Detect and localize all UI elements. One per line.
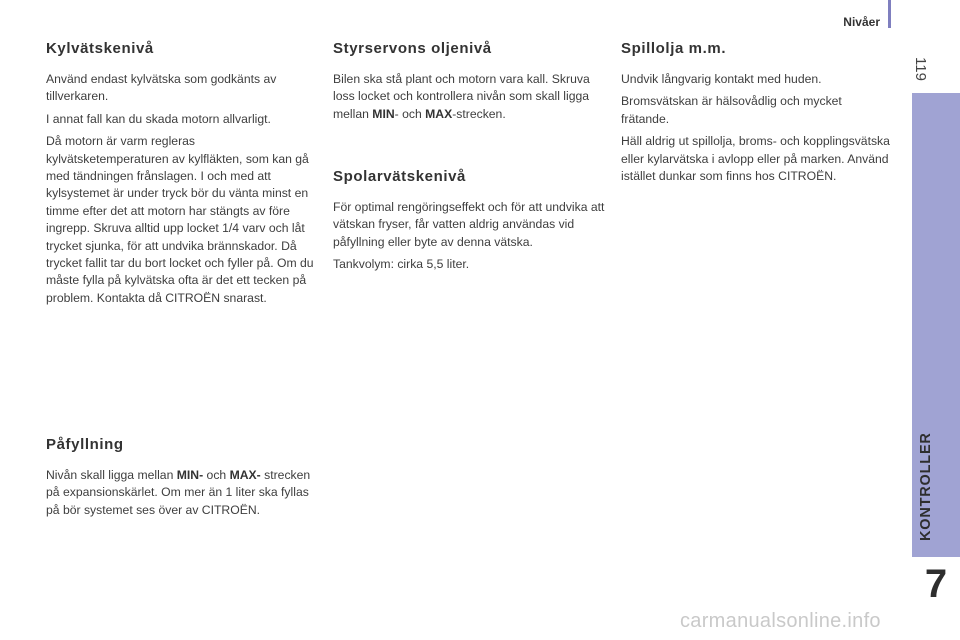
refill-text-b: och xyxy=(203,468,230,482)
washer-fluid-heading: Spolarvätskenivå xyxy=(333,168,466,185)
waste-oil-section xyxy=(621,40,893,190)
steering-text-c: -strecken. xyxy=(452,106,506,121)
steering-max-label: MAX xyxy=(425,106,453,121)
refill-max-label: MAX- xyxy=(229,468,261,482)
header-divider xyxy=(888,0,891,28)
washer-paragraph-1: För optimal rengöringseffekt och för att undvika att vätskan fryser, får vatten aldrig användas vid påfyllning eller byte av denna vätska. xyxy=(333,200,605,249)
chapter-section-label: KONTROLLER xyxy=(918,432,934,542)
coolant-heading: Kylvätskenivå xyxy=(46,40,154,57)
steering-text-a: Bilen ska stå plant och motorn vara kall. Skruva loss locket och kontrollera nivån som skall ligga mellan xyxy=(333,72,590,121)
page-number: 119 xyxy=(912,57,929,81)
waste-oil-heading: Spillolja m.m. xyxy=(621,40,727,57)
washer-paragraph-2: Tankvolym: cirka 5,5 liter. xyxy=(333,257,470,272)
refill-heading: Påfyllning xyxy=(46,436,124,453)
coolant-paragraph-3: Då motorn är varm regleras kylvätsketemperaturen av kylfläkten, som kan gå med tändningen frånslagen. I och med att kylsystemet är under tryck bör du vänta minst en timme efter det att motorn har stängts av före ingrepp. Skruva alltid upp locket 1/4 varv och låt trycket sjunka, för att undvika brännskador. Då trycket fallit tar du bort locket och fyller på. Om du måste fylla på kylvätska ofta är det ett tecken på problem. Kontakta då CITROËN snarast. xyxy=(46,134,314,305)
refill-section xyxy=(46,436,318,524)
waste-oil-paragraph-3: Häll aldrig ut spillolja, broms- och kopplingsvätska eller kylarvätska i avlopp eller på marken. Använd istället dunkar som finns hos CITROËN. xyxy=(621,134,890,184)
chapter-number: 7 xyxy=(924,562,948,606)
steering-oil-section xyxy=(333,40,605,128)
page-header-title: Nivåer xyxy=(843,15,880,29)
watermark-text: carmanualsonline.info xyxy=(680,610,881,632)
refill-min-label: MIN- xyxy=(176,468,204,482)
waste-oil-paragraph-2: Bromsvätskan är hälsovådlig och mycket frätande. xyxy=(621,94,842,126)
steering-oil-paragraph xyxy=(333,71,605,123)
washer-fluid-section xyxy=(333,168,605,279)
coolant-paragraph-1: Använd endast kylvätska som godkänts av tillverkaren. xyxy=(46,72,277,104)
refill-text-a: Nivån skall ligga mellan xyxy=(46,468,177,482)
coolant-paragraph-2: I annat fall kan du skada motorn allvarligt. xyxy=(46,111,271,126)
waste-oil-paragraph-1: Undvik långvarig kontakt med huden. xyxy=(621,72,822,86)
steering-text-b: - och xyxy=(394,106,426,121)
steering-oil-heading: Styrservons oljenivå xyxy=(333,40,492,57)
steering-min-label: MIN xyxy=(372,106,395,121)
coolant-section xyxy=(46,40,318,312)
refill-paragraph xyxy=(46,467,318,519)
refill-text-c: strecken på expansionskärlet. Om mer än 1 liter ska fyllas på bör systemet ses över av CITROËN. xyxy=(46,468,311,517)
